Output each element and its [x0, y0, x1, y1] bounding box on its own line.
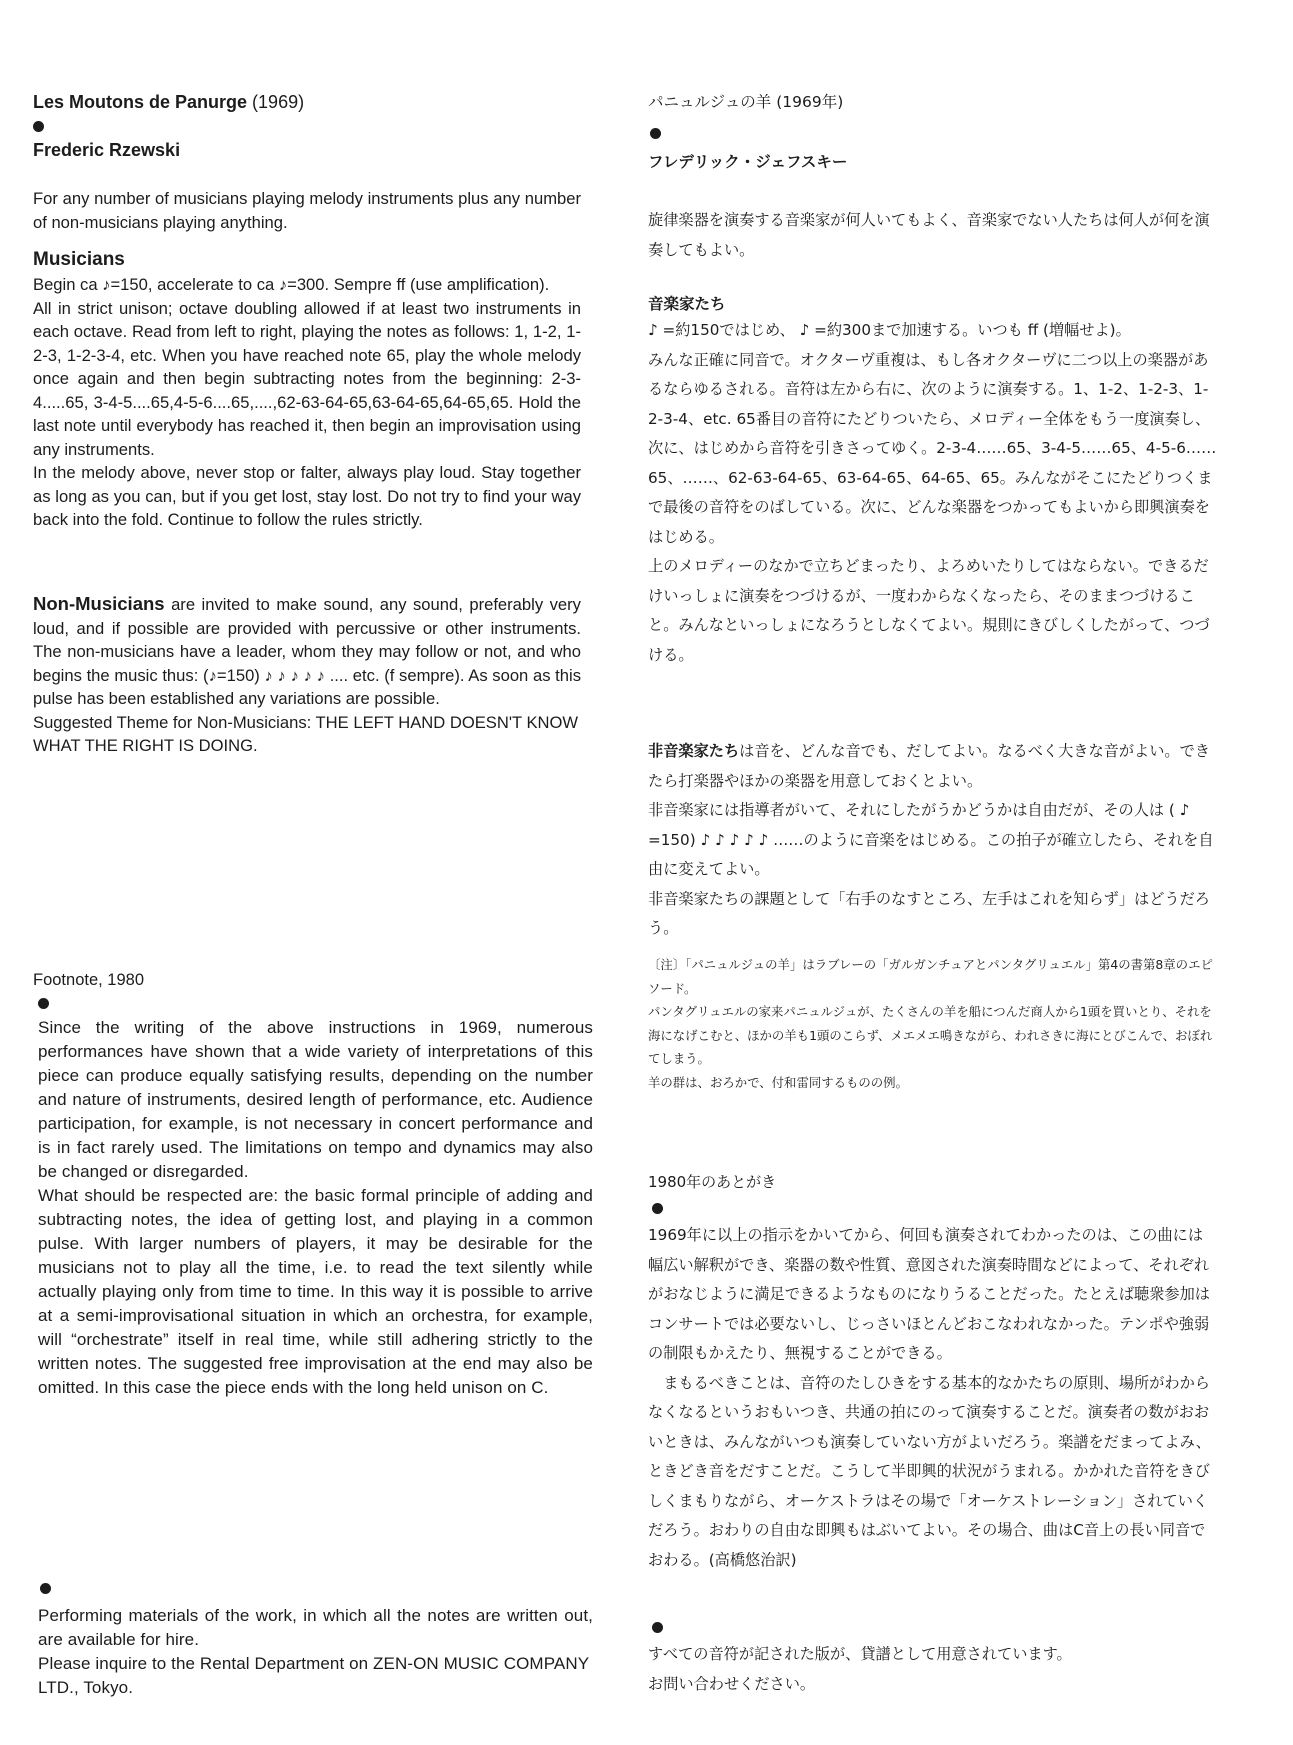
materials-text: [38, 1604, 593, 1700]
japanese-note: [648, 953, 1218, 1094]
japanese-nonmusicians-paragraph: 非音楽家たちの課題として「右手のなすところ、左手はこれを知らず」はどうだろう。: [648, 889, 1210, 937]
japanese-note-line: 〔注〕「パニュルジュの羊」はラブレーの「ガルガンチュアとパンタグリュエル」第4の書第8章のエピソード。: [648, 957, 1213, 996]
japanese-nonmusicians-block: [648, 737, 1218, 944]
footnote-title: Footnote, 1980: [33, 971, 145, 989]
english-title: [33, 92, 581, 113]
musicians-paragraph: In the melody above, never stop or falter, always play loud. Stay together as long as you can, but if you get lost, stay lost. Do not try to find your way back into the fold. Continue to follow the rules strictly.: [33, 463, 581, 529]
japanese-musicians-paragraph: 上のメロディーのなかで立ちどまったり、よろめいたりしてはならない。できるだけいっしょに演奏をつづけるが、一度わからなくなったら、そのままつづけること。みんなといっしょになろうとしなくてよい。規則にきびしくしたがって、つづける。: [648, 557, 1210, 664]
japanese-afterword-paragraph: 1969年に以上の指示をかいてから、何回も演奏されてわかったのは、この曲には幅広い解釈ができ、楽器の数や性質、意図された演奏時間などによって、それぞれがおなじように満足できるようなものになりうることだった。たとえば聴衆参加はコンサートでは必要ないし、じっさいほとんどおこなわれなかった。テンポや強弱の制限もかえたり、無視することができる。: [648, 1226, 1210, 1362]
japanese-materials: [648, 1640, 1218, 1699]
footnote-text: [38, 1016, 593, 1400]
japanese-author: フレデリック・ジェフスキー: [648, 153, 848, 171]
musicians-paragraph: Begin ca ♪=150, accelerate to ca ♪=300. Sempre ff (use amplification).: [33, 275, 550, 294]
japanese-intro: 旋律楽器を演奏する音楽家が何人いてもよく、音楽家でない人たちは何人が何を演奏してもよい。: [648, 211, 1210, 259]
nonmusicians-heading: Non-Musicians: [33, 593, 165, 614]
japanese-musicians-paragraph: ♪ =約150ではじめ、 ♪ =約300まで加速する。いつも ff (増幅せよ)。: [648, 321, 1131, 339]
english-title-block: [33, 92, 581, 113]
bullet-dot: [652, 1622, 663, 1633]
english-author: Frederic Rzewski: [33, 140, 181, 160]
bullet-dot: [40, 1583, 51, 1594]
nonmusicians-text: are invited to make sound, any sound, preferably very loud, and if possible are provided with percussive or other instruments. The non-musicians have a leader, whom they may follow or not, and who begins the music thus: (♪=150) ♪ ♪ ♪ ♪ ♪ .... etc. (f sempre). As soon as this pulse has been established any variations are possible.: [33, 595, 581, 708]
japanese-afterword-paragraph: まもるべきことは、音符のたしひきをする基本的なかたちの原則、場所がわからなくなるというおもいつき、共通の拍にのって演奏することだ。演奏者の数がおおいときは、みんながいつも演奏していない方がよいだろう。楽譜をだまってよみ、ときどき音をだすことだ。こうして半即興的状況がうまれる。かかれた音符をきびしくまもりながら、オーケストラはその場で「オーケストレーション」されていくだろう。おわりの自由な即興もはぶいてよい。その場合、曲はC音上の長い同音でおわる。(高橋悠治訳): [648, 1373, 1211, 1569]
english-title-text: Les Moutons de Panurge: [33, 92, 248, 112]
japanese-note-line: 羊の群は、おろかで、付和雷同するものの例。: [648, 1074, 908, 1090]
suggested-theme: Suggested Theme for Non-Musicians: THE LEFT HAND DOESN'T KNOW WHAT THE RIGHT IS DOING.: [33, 712, 579, 755]
bullet-dot: [33, 121, 44, 132]
japanese-materials-line: お問い合わせください。: [648, 1674, 816, 1693]
bullet-dot: [650, 128, 661, 139]
english-title-year: (1969): [252, 92, 305, 112]
japanese-musicians-heading: 音楽家たち: [648, 295, 726, 313]
japanese-nonmusicians-heading: 非音楽家たち: [648, 742, 740, 760]
footnote-paragraph: What should be respected are: the basic formal principle of adding and subtracting notes, the idea of getting lost, and playing in a common pulse. With larger numbers of players, it may be desirable for the musicians not to play all the time, i.e. to read the text silently while actually playing only from time to time. In this way it is possible to arrive at a semi-improvisational situation in which an orchestra, for example, will “orchestrate” itself in real time, while still adhering strictly to the written notes. The suggested free improvisation at the end may also be omitted. In this case the piece ends with the long held unison on C.: [38, 1186, 593, 1397]
japanese-nonmusicians-text: は音を、どんな音でも、だしてよい。なるべく大きな音がよい。できたら打楽器やほかの楽器を用意しておくとよい。: [648, 742, 1210, 790]
musicians-heading: Musicians: [33, 249, 125, 270]
musicians-text: [33, 273, 581, 532]
japanese-materials-line: すべての音符が記された版が、貸譜として用意されています。: [648, 1645, 1072, 1663]
materials-line: Performing materials of the work, in which all the notes are written out, are available for hire.: [38, 1606, 593, 1649]
footnote-paragraph: Since the writing of the above instructions in 1969, numerous performances have shown that a wide variety of interpretations of this piece can produce equally satisfying results, depending on the number and nature of instruments, desired length of performance, etc. Audience participation, for example, is not necessary in concert performance and is in fact rarely used. The limitations on tempo and dynamics may also be changed or disregarded.: [38, 1018, 593, 1181]
japanese-title: パニュルジュの羊 (1969年): [648, 93, 844, 111]
japanese-note-line: パンタグリュエルの家来パニュルジュが、たくさんの羊を船につんだ商人から1頭を買いとり、それを海になげこむと、ほかの羊も1頭のこらず、メエメエ鳴きながら、われさきに海にとびこんで、おぼれてしまう。: [648, 1004, 1213, 1066]
japanese-nonmusicians-paragraph: [648, 737, 1218, 796]
japanese-musicians-paragraph: みんな正確に同音で。オクターヴ重複は、もし各オクターヴに二つ以上の楽器があるならゆるされる。音符は左から右に、次のように演奏する。1、1-2、1-2-3、1-2-3-4、etc. 65番目の音符にたどりついたら、メロディー全体をもう一度演奏し、次に、はじめから音符を引きさってゆく。2-3-4……65、3-4-5……65、4-5-6……65、……、62-63-64-65、63-64-65、64-65、65。みんながそこにたどりつくまで最後の音符をのばしている。次に、どんな楽器をつかってもよいから即興演奏をはじめる。: [648, 350, 1217, 546]
musicians-paragraph: All in strict unison; octave doubling allowed if at least two instruments in each octave. Read from left to right, playing the notes as follows: 1, 1-2, 1-2-3, 1-2-3-4, etc. When you have reached note 65, play the whole melody once again and then begin subtracting notes from the beginning: 2-3-4.....65, 3-4-5....65,4-5-6....65,....,62-63-64-65,63-64-65,64-65,65. Hold the last note until everybody has reached it, then begin an improvisation using any instruments.: [33, 298, 581, 459]
japanese-afterword-title: 1980年のあとがき: [648, 1173, 777, 1191]
japanese-musicians-text: [648, 316, 1218, 670]
bullet-dot: [652, 1203, 663, 1214]
japanese-nonmusicians-paragraph: 非音楽家には指導者がいて、それにしたがうかどうかは自由だが、その人は ( ♪ =150) ♪ ♪ ♪ ♪ ♪ ……のように音楽をはじめる。この拍子が確立したら、それを自由に変えてよい。: [648, 801, 1214, 878]
english-intro: For any number of musicians playing melody instruments plus any number of non-musicians playing anything.: [33, 189, 581, 232]
japanese-afterword-text: [648, 1221, 1218, 1575]
nonmusicians-paragraph: [33, 592, 581, 711]
bullet-dot: [38, 998, 49, 1009]
materials-line: Please inquire to the Rental Department on ZEN-ON MUSIC COMPANY LTD., Tokyo.: [38, 1654, 589, 1697]
nonmusicians-block: [33, 592, 581, 758]
